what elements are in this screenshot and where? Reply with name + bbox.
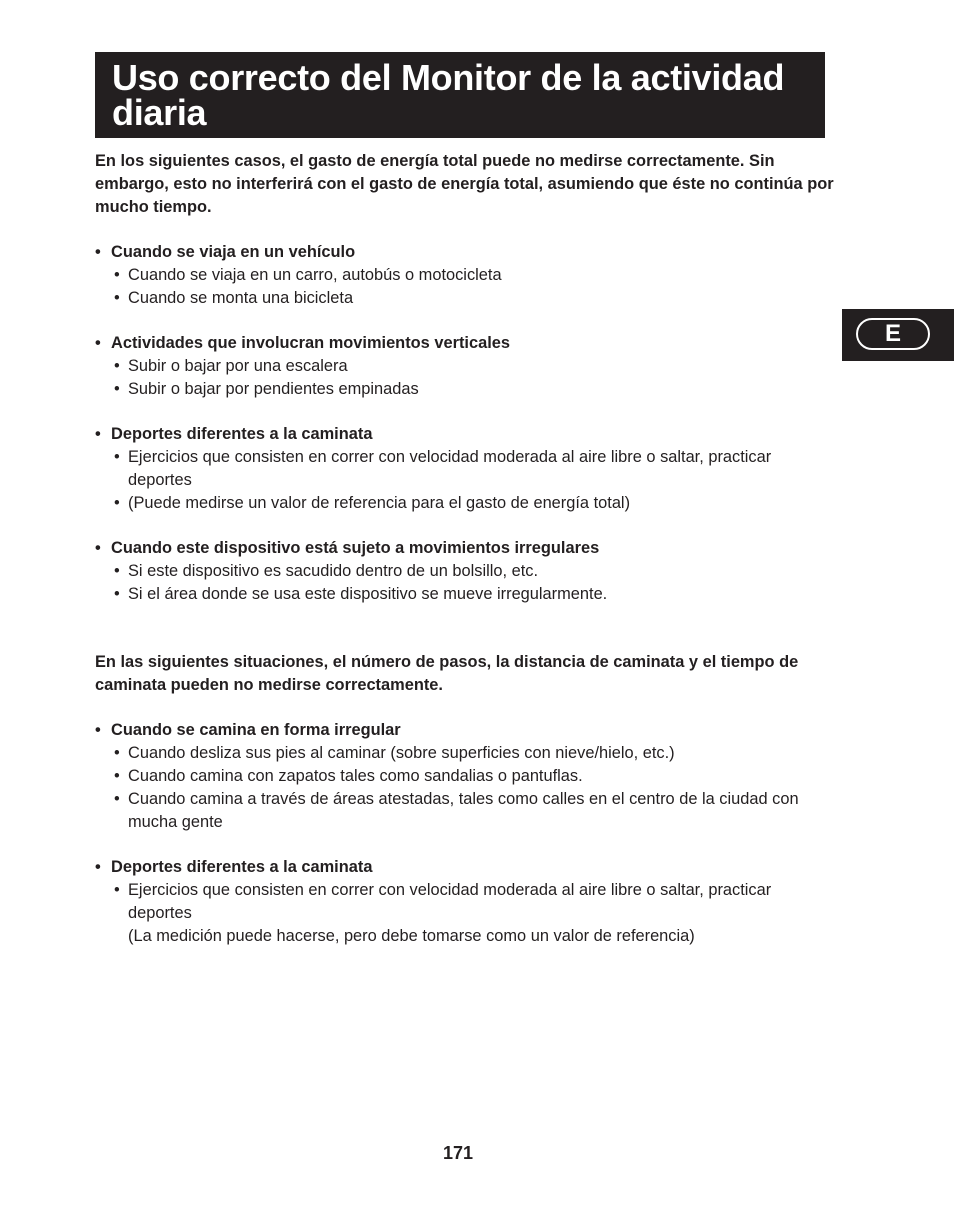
section-2-intro: En las siguientes situaciones, el número de pasos, la distancia de caminata y el tiempo de caminata pueden no medirse correctamente. <box>95 653 799 694</box>
group-heading: Cuando se viaja en un vehículo <box>111 243 356 261</box>
bullet: • <box>95 334 101 352</box>
bullet: • <box>95 539 101 557</box>
list-item: • Si el área donde se usa este dispositivo se mueve irregularmente. <box>114 585 608 603</box>
list-item: • Subir o bajar por una escalera <box>114 357 348 375</box>
section-2-group-sports <box>95 856 835 948</box>
main-content <box>95 150 835 948</box>
list-item: • Cuando se monta una bicicleta <box>114 289 354 307</box>
list-item: • Cuando desliza sus pies al caminar (sobre superficies con nieve/hielo, etc.) <box>114 744 675 762</box>
bullet: • <box>95 425 101 443</box>
list-item: • Cuando se viaja en un carro, autobús o motocicleta <box>114 266 502 284</box>
list-item: • Cuando camina con zapatos tales como sandalias o pantuflas. <box>114 767 583 785</box>
section-1-group-vehicle <box>95 241 835 310</box>
list-item: • Cuando camina a través de áreas atestadas, tales como calles en el centro de la ciudad con mucha gente <box>114 790 799 831</box>
bullet: • <box>95 243 101 261</box>
group-heading: Deportes diferentes a la caminata <box>111 858 373 876</box>
bullet: • <box>95 721 101 739</box>
bullet: • <box>95 858 101 876</box>
section-1-group-sports <box>95 423 835 515</box>
page-title: Uso correcto del Monitor de la actividad diaria <box>112 57 785 133</box>
page-number: 171 <box>442 1143 474 1163</box>
title-banner <box>95 52 825 138</box>
language-tab <box>842 309 954 361</box>
section-1-group-irregular <box>95 537 835 606</box>
language-tab-label: E <box>856 318 930 350</box>
list-item: • (Puede medirse un valor de referencia para el gasto de energía total) <box>114 494 631 512</box>
list-item-note: (La medición puede hacerse, pero debe tomarse como un valor de referencia) <box>128 927 695 945</box>
list-item: • Si este dispositivo es sacudido dentro de un bolsillo, etc. <box>114 562 539 580</box>
group-heading: Cuando se camina en forma irregular <box>111 721 401 739</box>
section-2-group-irregular-walking <box>95 719 835 834</box>
group-heading: Deportes diferentes a la caminata <box>111 425 373 443</box>
section-1-intro: En los siguientes casos, el gasto de energía total puede no medirse correctamente. Sin embargo, esto no interferirá con el gasto de energía total, asumiendo que éste no continúa por mucho tiempo. <box>95 152 834 216</box>
group-heading: Actividades que involucran movimientos verticales <box>111 334 510 352</box>
section-1-group-vertical <box>95 332 835 401</box>
group-heading: Cuando este dispositivo está sujeto a movimientos irregulares <box>111 539 600 557</box>
list-item: • Subir o bajar por pendientes empinadas <box>114 380 419 398</box>
list-item: • Ejercicios que consisten en correr con velocidad moderada al aire libre o saltar, practicar deportes <box>114 448 772 489</box>
list-item: • Ejercicios que consisten en correr con velocidad moderada al aire libre o saltar, practicar deportes <box>114 881 772 922</box>
